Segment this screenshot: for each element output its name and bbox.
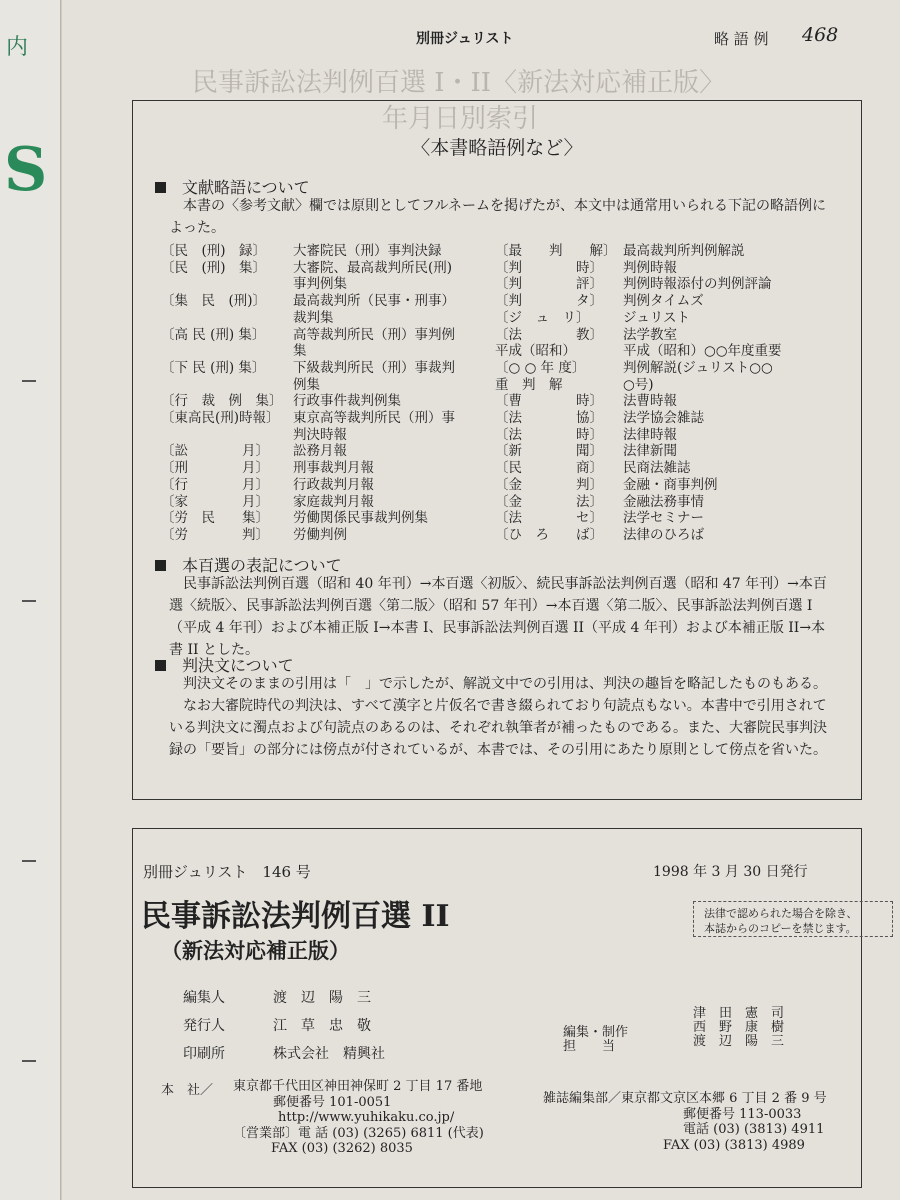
staff-name: 渡 辺 陽 三 [693, 1034, 785, 1049]
abbreviation-value: 法学協会雑誌 [623, 410, 704, 426]
abbreviation-key: 〔労 民 集〕 [161, 510, 269, 527]
role-label: 発行人 [183, 1018, 225, 1034]
abbreviation-key: 〔ジ ュ リ〕 [495, 309, 590, 326]
abbreviation-value: 事判例集 [293, 276, 347, 293]
abbreviation-value: 労働関係民事裁判例集 [293, 510, 428, 527]
box-title: 〈本書略語例など〉 [411, 137, 583, 159]
abbreviation-value: 高等裁判所民（刑）事判例 [293, 326, 455, 343]
abbreviation-key: 〔刑 月〕 [161, 460, 269, 477]
abbreviation-value: 最高裁判所判例解説 [623, 243, 745, 259]
square-bullet-icon [155, 660, 166, 671]
abbreviation-value: 金融法務事情 [623, 493, 704, 510]
abbreviation-key: 〔行 月〕 [161, 476, 269, 493]
staff-names [693, 1007, 784, 1049]
square-bullet-icon [155, 560, 166, 571]
series-number: 別冊ジュリスト 146 号 [143, 863, 311, 881]
adjacent-page-edge [0, 0, 61, 1200]
adjacent-page-dash [22, 380, 36, 382]
abbreviation-value: 家庭裁判月報 [293, 493, 374, 510]
abbreviation-key: 平成（昭和） [495, 343, 576, 360]
abbreviation-value: 刑事裁判月報 [293, 460, 374, 477]
abbreviation-key: 〔○ ○ 年 度〕 [495, 359, 586, 376]
staff-name: 西 野 康 樹 [693, 1020, 785, 1035]
abbreviation-value: 法律のひろば [623, 526, 704, 543]
book-title: 民事訴訟法判例百選 II [141, 899, 450, 934]
abbreviation-key: 〔曹 時〕 [495, 393, 603, 410]
editorial-line: 電話 (03) (3813) 4911 [683, 1122, 825, 1137]
abbreviation-key: 〔民 (刑) 録〕 [161, 243, 267, 259]
abbreviation-value: 大審院、最高裁判所民(刑) [293, 259, 453, 276]
abbreviation-value: 法曹時報 [623, 393, 677, 410]
abbreviation-key: 〔金 法〕 [495, 493, 603, 510]
staff-label: 担 当 [563, 1039, 616, 1054]
abbreviation-value: 行政事件裁判例集 [293, 393, 401, 410]
editorial-line: 郵便番号 113-0033 [683, 1106, 802, 1122]
hq-url: http://www.yuhikaku.co.jp/ [278, 1110, 455, 1125]
editorial-address [543, 1091, 827, 1153]
adjacent-page-mark: S [4, 135, 48, 205]
section-heading: 本百選の表記について [155, 553, 342, 576]
abbreviation-value: 判例時報 [623, 259, 677, 276]
editorial-line: FAX (03) (3813) 4989 [663, 1137, 805, 1153]
section-heading: 文献略語について [155, 175, 310, 198]
hq-line: 〔営業部〕電 話 (03) (3265) 6811 (代表) [233, 1125, 484, 1141]
abbreviation-value: ジュリスト [623, 309, 690, 326]
running-head-series: 別冊ジュリスト [416, 31, 514, 47]
adjacent-page-text: 内 [6, 35, 29, 60]
abbreviation-key: 〔法 時〕 [495, 426, 603, 443]
abbreviation-key: 〔行 裁 例 集〕 [161, 393, 283, 410]
publication-date: 1998 年 3 月 30 日発行 [653, 864, 808, 880]
copyright-notice [693, 901, 893, 937]
adjacent-page-dash [22, 600, 36, 602]
section-paragraphs: 民事訴訟法判例百選（昭和 40 年刊）→本百選〈初版〉、続民事訴訟法判例百選（昭和 47 年刊）→本百選〈続版〉、民事訴訟法判例百選〈第二版〉（昭和 57 年刊）→本百選〈第二版〉、民事訴訟法判例百選 I（平成 4 年刊）および本補正版 I→本書 I、民事訴訟法判例百選 II（平成 4 年刊）および本補正版 II→本書 II とした。 [169, 576, 827, 658]
abbreviation-key: 〔新 聞〕 [495, 443, 603, 460]
show-through-line: 年月日別索引 [382, 104, 539, 134]
abbreviation-value: 最高裁判所（民事・刑事） [293, 293, 455, 310]
abbreviation-value: 判例解説(ジュリスト○○ [623, 359, 773, 376]
hq-label: 本 社／ [161, 1083, 214, 1098]
running-head-section: 略 語 例 [714, 30, 769, 48]
role-name: 江 草 忠 敬 [273, 1018, 371, 1034]
abbreviation-value: 行政裁判月報 [293, 476, 374, 493]
section-paragraphs: 判決文そのままの引用は「 」で示したが、解説文中での引用は、判決の趣旨を略記したものもある。 なお大審院時代の判決は、すべて漢字と片仮名で書き綴られており句読点もない。本書中で引用されている判決文に濁点および句読点のあるのは、それぞれ執筆者が補ったものである。また、大審院民事判決録の「要旨」の部分には傍点が付されているが、本書では、その引用にあたり原則として傍点を省いた。 [169, 676, 827, 758]
abbreviation-value: ○号) [623, 376, 654, 393]
abbreviation-key: 〔法 協〕 [495, 410, 603, 426]
abbreviation-value: 平成（昭和）○○年度重要 [623, 343, 782, 360]
abbreviation-key: 〔下 民 (刑) 集〕 [161, 359, 266, 376]
show-through-line: 民事訴訟法判例百選 I・II〈新法対応補正版〉 [192, 68, 726, 98]
abbreviation-value: 金融・商事判例 [623, 476, 718, 493]
abbreviation-value: 労働判例 [293, 526, 347, 543]
abbreviation-value: 集 [293, 343, 307, 360]
role-label: 印刷所 [183, 1046, 225, 1062]
abbreviation-key: 〔法 教〕 [495, 326, 603, 343]
abbreviations-box [132, 100, 862, 800]
abbreviation-value: 訟務月報 [293, 443, 347, 460]
staff-name: 津 田 憲 司 [693, 1006, 785, 1021]
hq-line: 郵便番号 101-0051 [273, 1094, 392, 1110]
section-heading: 判決文について [155, 653, 294, 676]
abbreviation-value: 法律時報 [623, 426, 677, 443]
abbreviation-key: 〔判 タ〕 [495, 293, 603, 310]
square-bullet-icon [155, 182, 166, 193]
role-name: 株式会社 精興社 [273, 1046, 385, 1062]
hq-line: FAX (03) (3262) 8035 [271, 1141, 413, 1156]
adjacent-page-dash [22, 860, 36, 862]
abbreviation-key: 〔法 セ〕 [495, 510, 603, 527]
abbreviation-value: 裁判集 [293, 309, 334, 326]
abbreviation-key: 〔民 (刑) 集〕 [161, 259, 267, 276]
abbreviation-value: 法学教室 [623, 326, 677, 343]
hq-line: 東京都千代田区神田神保町 2 丁目 17 番地 [233, 1079, 483, 1094]
hq-address [233, 1079, 484, 1157]
notice-line: 法律で認められた場合を除き、 [704, 907, 858, 920]
page-number: 468 [802, 24, 839, 46]
abbreviation-key: 〔高 民 (刑) 集〕 [161, 326, 266, 343]
abbreviation-value: 東京高等裁判所民（刑）事 [293, 410, 455, 426]
section-paragraphs: 本書の〈参考文献〉欄では原則としてフルネームを掲げたが、本文中は通常用いられる下記の略語例によった。 [169, 198, 827, 236]
abbreviation-value: 大審院民（刑）事判決録 [293, 243, 442, 259]
abbreviation-value: 判例時報添付の判例評論 [623, 276, 772, 293]
role-name: 渡 辺 陽 三 [273, 990, 371, 1006]
abbreviation-key: 〔金 判〕 [495, 476, 603, 493]
adjacent-page-dash [22, 1060, 36, 1062]
abbreviation-key: 〔判 評〕 [495, 276, 603, 293]
abbreviation-key: 〔最 判 解〕 [495, 243, 617, 259]
editorial-line: 雑誌編集部／東京都文京区本郷 6 丁目 2 番 9 号 [543, 1091, 827, 1106]
abbreviation-key: 〔労 判〕 [161, 526, 269, 543]
abbreviation-value: 法学セミナー [623, 510, 704, 527]
staff-label: 編集・制作 [563, 1025, 629, 1040]
abbreviation-key: 〔民 商〕 [495, 460, 603, 477]
book-subtitle: （新法対応補正版） [161, 938, 350, 963]
abbreviation-value: 例集 [293, 376, 320, 393]
role-label: 編集人 [183, 990, 225, 1006]
abbreviation-key: 〔判 時〕 [495, 259, 603, 276]
abbreviation-key: 〔ひ ろ ば〕 [495, 526, 604, 543]
abbreviation-value: 下級裁判所民（刑）事裁判 [293, 359, 455, 376]
colophon-box [132, 828, 862, 1188]
abbreviation-value: 民商法雑誌 [623, 460, 691, 477]
document-page [62, 0, 900, 1200]
notice-line: 本誌からのコピーを禁じます。 [704, 922, 857, 935]
abbreviation-key: 〔家 月〕 [161, 493, 269, 510]
abbreviation-value: 判例タイムズ [623, 293, 704, 310]
abbreviation-value: 法律新聞 [623, 443, 677, 460]
abbreviation-key: 重 判 解 [495, 376, 563, 393]
abbreviation-value: 判決時報 [293, 426, 347, 443]
abbreviation-key: 〔訟 月〕 [161, 443, 269, 460]
abbreviation-key: 〔集 民 (刑)〕 [161, 293, 267, 310]
abbreviation-key: 〔東高民(刑)時報〕 [161, 410, 280, 426]
